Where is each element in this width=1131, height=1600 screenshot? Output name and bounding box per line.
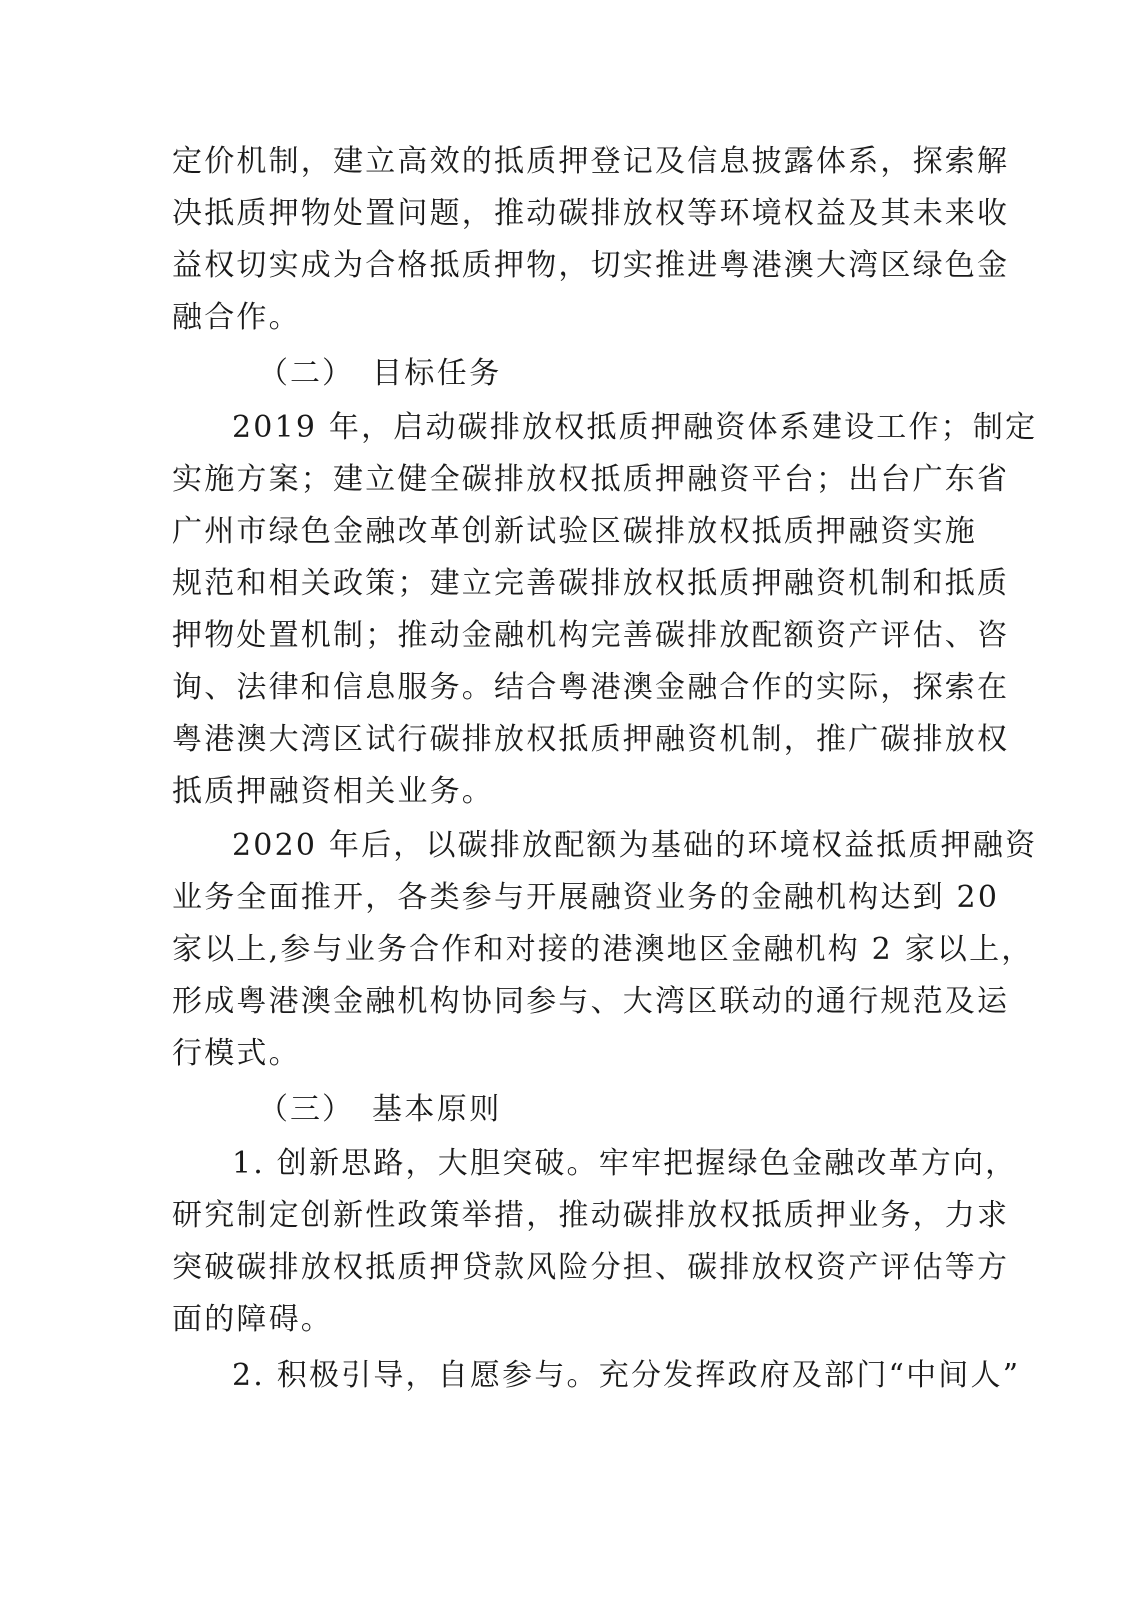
paragraph-line: 突破碳排放权抵质押贷款风险分担、碳排放权资产评估等方 — [172, 1250, 1010, 1285]
paragraph-line: 实施方案；建立健全碳排放权抵质押融资平台；出台广东省 — [172, 462, 1010, 497]
paragraph-line: 家以上,参与业务合作和对接的港澳地区金融机构 2 家以上， — [172, 932, 1034, 967]
paragraph-line: 抵质押融资相关业务。 — [172, 774, 494, 809]
paragraph-line: 决抵质押物处置问题，推动碳排放权等环境权益及其未来收 — [172, 196, 1010, 231]
paragraph-line: 押物处置机制；推动金融机构完善碳排放配额资产评估、咨 — [172, 618, 1010, 653]
paragraph-line: 2019 年，启动碳排放权抵质押融资体系建设工作；制定 — [232, 410, 1038, 445]
paragraph-line: 面的障碍。 — [172, 1302, 333, 1337]
section-number: （三） — [258, 1092, 354, 1127]
paragraph-line: 研究制定创新性政策举措，推动碳排放权抵质押业务，力求 — [172, 1198, 1010, 1233]
paragraph-line: 规范和相关政策；建立完善碳排放权抵质押融资机制和抵质 — [172, 566, 1010, 601]
paragraph-line: 融合作。 — [172, 300, 301, 335]
paragraph-line: 定价机制，建立高效的抵质押登记及信息披露体系，探索解 — [172, 144, 1010, 179]
paragraph-line: 1. 创新思路，大胆突破。牢牢把握绿色金融改革方向， — [232, 1146, 1018, 1181]
paragraph-line: 广州市绿色金融改革创新试验区碳排放权抵质押融资实施 — [172, 514, 977, 549]
paragraph-line: 行模式。 — [172, 1036, 301, 1071]
section-title: 目标任务 — [372, 356, 502, 391]
paragraph-line: 业务全面推开，各类参与开展融资业务的金融机构达到 20 — [172, 880, 1000, 915]
paragraph-line: 益权切实成为合格抵质押物，切实推进粤港澳大湾区绿色金 — [172, 248, 1010, 283]
paragraph-line: 2020 年后，以碳排放配额为基础的环境权益抵质押融资 — [232, 828, 1038, 863]
paragraph-line: 2. 积极引导，自愿参与。充分发挥政府及部门“中间人” — [232, 1358, 1021, 1393]
paragraph-line: 形成粤港澳金融机构协同参与、大湾区联动的通行规范及运 — [172, 984, 1010, 1019]
paragraph-line: 粤港澳大湾区试行碳排放权抵质押融资机制，推广碳排放权 — [172, 722, 1010, 757]
paragraph-line: 询、法律和信息服务。结合粤港澳金融合作的实际，探索在 — [172, 670, 1010, 705]
section-number: （二） — [258, 356, 354, 391]
section-title: 基本原则 — [372, 1092, 502, 1127]
